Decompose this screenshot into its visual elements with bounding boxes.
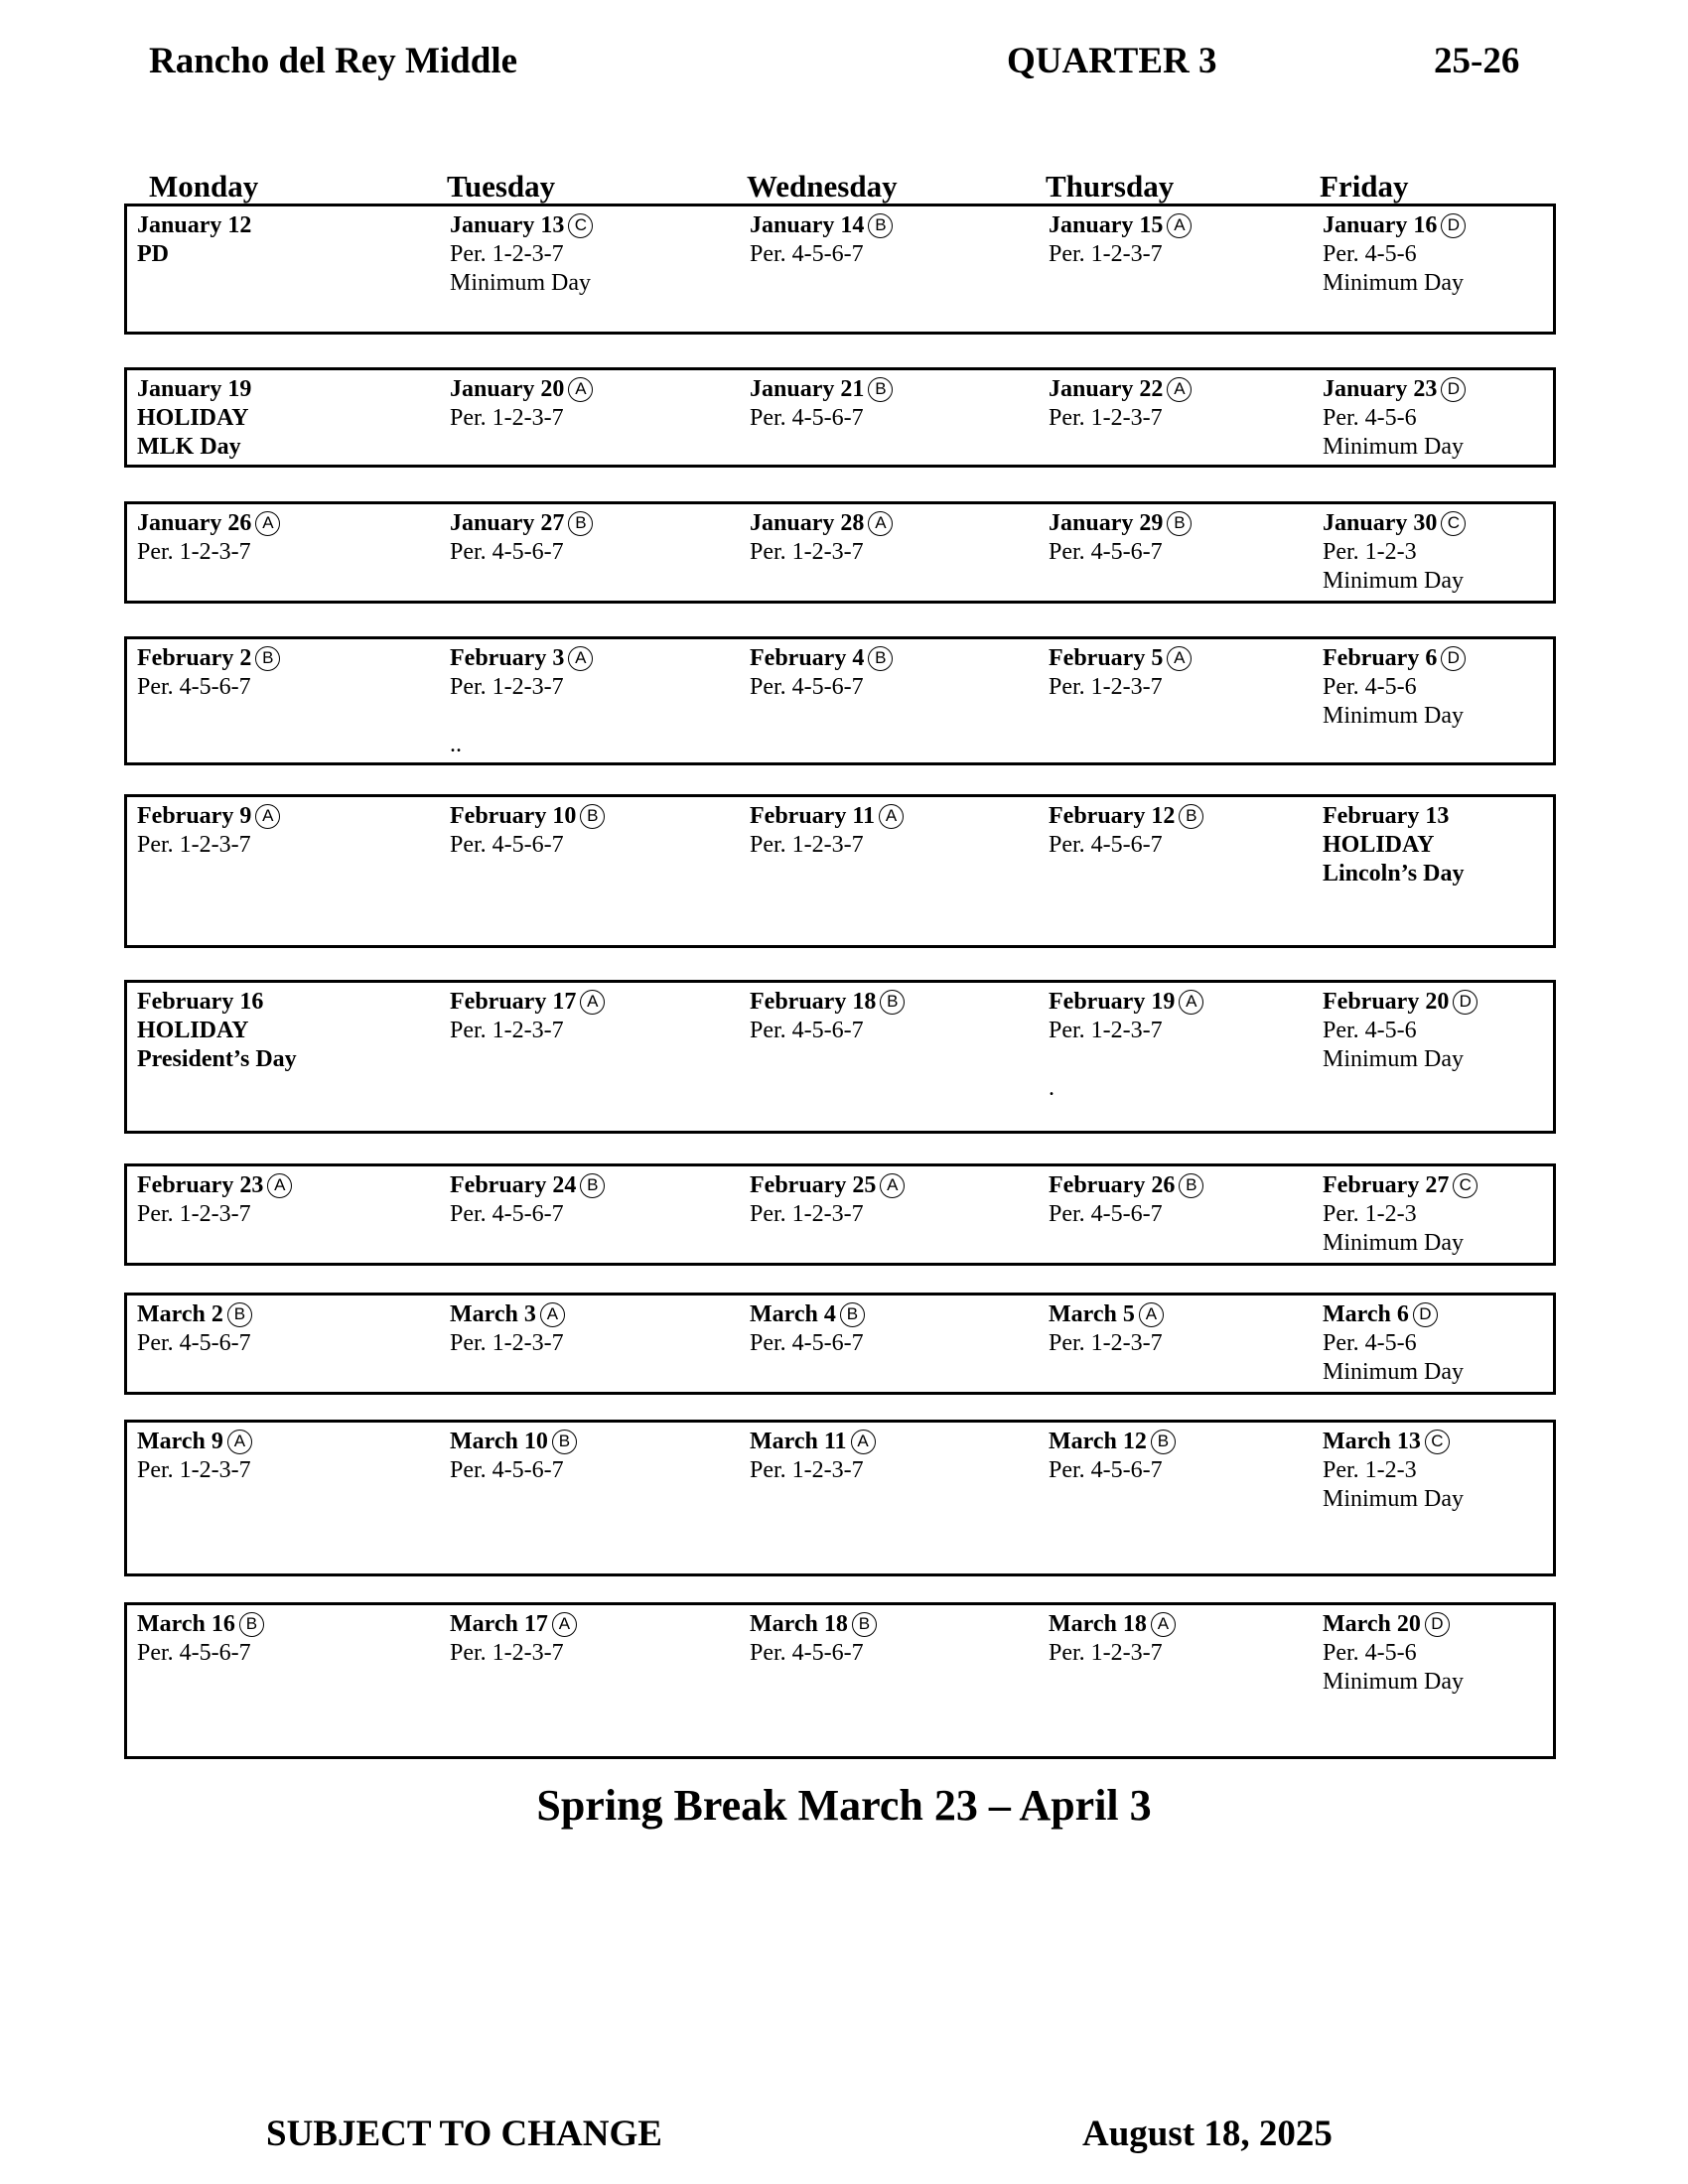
day-detail-line [450, 702, 593, 731]
day-detail-line: Lincoln’s Day [1323, 861, 1465, 887]
day-date: March 5 [1049, 1301, 1135, 1327]
schedule-letter-badge: B [868, 377, 893, 402]
day-date: January 21 [750, 376, 865, 402]
schedule-letter-badge: D [1441, 377, 1466, 402]
schedule-letter-badge: A [227, 1430, 252, 1454]
schedule-letter-badge: A [1167, 646, 1192, 671]
day-title [450, 508, 593, 538]
day-title [1049, 374, 1192, 404]
day-cell [450, 1609, 577, 1668]
day-date: January 15 [1049, 212, 1164, 238]
day-date: February 26 [1049, 1172, 1176, 1198]
schedule-letter-badge: B [880, 990, 905, 1015]
day-detail-line: Per. 1-2-3-7 [750, 1457, 864, 1483]
weekday-wednesday: Wednesday [747, 169, 898, 204]
day-cell [750, 210, 893, 269]
day-title [750, 1299, 865, 1329]
schedule-letter-badge: B [568, 511, 593, 536]
day-title [1049, 1299, 1164, 1329]
day-detail-line: HOLIDAY [1323, 832, 1435, 858]
day-date: January 12 [137, 212, 252, 238]
schedule-letter-badge: D [1413, 1302, 1438, 1327]
day-title [137, 1170, 292, 1200]
day-detail-line: Per. 4-5-6-7 [1049, 539, 1163, 565]
day-date: February 27 [1323, 1172, 1450, 1198]
day-date: February 11 [750, 803, 875, 829]
schedule-letter-badge: A [540, 1302, 565, 1327]
day-date: March 6 [1323, 1301, 1409, 1327]
day-detail-line: Per. 1-2-3-7 [137, 539, 251, 565]
schedule-letter-badge: A [1167, 213, 1192, 238]
schedule-letter-badge: B [868, 213, 893, 238]
day-title [1323, 1609, 1464, 1639]
day-title [750, 987, 905, 1017]
week-row [124, 1293, 1556, 1395]
schedule-letter-badge: A [1179, 990, 1203, 1015]
day-date: January 29 [1049, 510, 1164, 536]
schedule-letter-badge: A [879, 804, 904, 829]
day-cell [1049, 987, 1203, 1103]
day-cell [137, 210, 251, 269]
day-date: March 13 [1323, 1429, 1421, 1454]
day-detail-line: Per. 1-2-3-7 [450, 1018, 564, 1043]
day-date: February 16 [137, 989, 264, 1015]
day-cell [750, 1299, 865, 1358]
day-detail-line [1049, 1045, 1203, 1074]
day-cell [1323, 1299, 1464, 1387]
day-cell [137, 1427, 252, 1485]
day-detail-line: Per. 1-2-3-7 [750, 832, 864, 858]
day-detail-line: Per. 1-2-3-7 [1049, 1018, 1163, 1043]
day-date: March 11 [750, 1429, 847, 1454]
day-cell [750, 987, 905, 1045]
day-detail-line: Per. 1-2-3-7 [1049, 241, 1163, 267]
day-date: February 17 [450, 989, 577, 1015]
day-date: February 9 [137, 803, 252, 829]
day-cell [750, 508, 893, 567]
day-title [137, 508, 280, 538]
day-detail-line: Per. 1-2-3-7 [1049, 674, 1163, 700]
day-cell [1323, 1609, 1464, 1697]
day-cell [450, 210, 593, 298]
day-cell [1049, 643, 1192, 702]
day-detail-line: Per. 1-2-3-7 [1049, 405, 1163, 431]
day-date: January 28 [750, 510, 865, 536]
school-year: 25-26 [1434, 41, 1520, 81]
day-detail-line: Per. 4-5-6-7 [750, 1330, 864, 1356]
day-title [1323, 374, 1466, 404]
day-title [137, 374, 251, 404]
day-date: March 18 [1049, 1611, 1147, 1637]
day-detail-line: Per. 4-5-6-7 [1049, 1201, 1163, 1227]
week-row [124, 980, 1556, 1134]
quarter-title: QUARTER 3 [1007, 41, 1217, 81]
schedule-letter-badge: A [1151, 1612, 1176, 1637]
day-detail-line: . [1049, 1075, 1055, 1101]
day-detail-line: Per. 1-2-3-7 [450, 1330, 564, 1356]
day-date: March 4 [750, 1301, 836, 1327]
schedule-letter-badge: A [1139, 1302, 1164, 1327]
day-detail-line: Per. 4-5-6-7 [750, 1018, 864, 1043]
weekday-friday: Friday [1320, 169, 1409, 204]
schedule-letter-badge: D [1425, 1612, 1450, 1637]
day-detail-line: Per. 4-5-6-7 [750, 405, 864, 431]
schedule-letter-badge: B [840, 1302, 865, 1327]
day-title [137, 1299, 252, 1329]
day-date: January 19 [137, 376, 252, 402]
day-detail-line: .. [450, 732, 462, 757]
day-title [1323, 643, 1466, 673]
weekday-tuesday: Tuesday [447, 169, 556, 204]
day-detail-line: Per. 4-5-6 [1323, 1330, 1417, 1356]
day-cell [137, 374, 251, 462]
day-title [750, 1609, 877, 1639]
day-detail-line: Minimum Day [1323, 1669, 1464, 1695]
day-title [450, 1427, 577, 1456]
day-date: February 6 [1323, 645, 1438, 671]
day-cell [137, 508, 280, 567]
day-title [137, 801, 280, 831]
schedule-letter-badge: C [1441, 511, 1466, 536]
schedule-letter-badge: B [1179, 804, 1203, 829]
day-date: March 10 [450, 1429, 548, 1454]
day-cell [1049, 374, 1192, 433]
day-detail-line: Per. 4-5-6 [1323, 241, 1417, 267]
day-cell [1323, 643, 1466, 731]
day-cell [137, 1170, 292, 1229]
day-date: January 30 [1323, 510, 1438, 536]
day-detail-line: Minimum Day [1323, 1046, 1464, 1072]
day-title [450, 210, 593, 240]
day-date: February 5 [1049, 645, 1164, 671]
day-cell [1049, 801, 1203, 860]
day-detail-line: Per. 4-5-6-7 [1049, 1457, 1163, 1483]
day-cell [750, 643, 893, 702]
day-detail-line: Per. 1-2-3-7 [750, 1201, 864, 1227]
day-title [450, 643, 593, 673]
schedule-letter-badge: B [868, 646, 893, 671]
day-detail-line: Per. 4-5-6-7 [450, 539, 564, 565]
day-title [1323, 1427, 1464, 1456]
school-name: Rancho del Rey Middle [149, 41, 518, 81]
day-detail-line: Minimum Day [1323, 434, 1464, 460]
day-title [450, 1299, 565, 1329]
day-title [450, 987, 605, 1017]
day-date: February 12 [1049, 803, 1176, 829]
day-detail-line: Per. 4-5-6 [1323, 1640, 1417, 1666]
day-title [1049, 508, 1192, 538]
day-date: February 23 [137, 1172, 264, 1198]
day-detail-line: Per. 4-5-6-7 [137, 1330, 251, 1356]
day-detail-line: Per. 1-2-3-7 [137, 1201, 251, 1227]
week-row [124, 204, 1556, 335]
day-title [750, 643, 893, 673]
day-date: March 12 [1049, 1429, 1147, 1454]
day-cell [450, 374, 593, 433]
schedule-letter-badge: B [255, 646, 280, 671]
day-date: January 23 [1323, 376, 1438, 402]
schedule-letter-badge: C [568, 213, 593, 238]
spring-break-notice: Spring Break March 23 – April 3 [536, 1781, 1152, 1830]
schedule-letter-badge: B [580, 804, 605, 829]
day-title [1323, 210, 1466, 240]
day-cell [750, 1609, 877, 1668]
day-date: February 3 [450, 645, 565, 671]
day-title [137, 1609, 264, 1639]
schedule-letter-badge: D [1453, 990, 1477, 1015]
day-cell [137, 1609, 264, 1668]
day-detail-line: Per. 1-2-3-7 [450, 1640, 564, 1666]
day-date: January 22 [1049, 376, 1164, 402]
week-row [124, 367, 1556, 468]
schedule-letter-badge: B [1167, 511, 1192, 536]
day-detail-line: Per. 1-2-3 [1323, 1201, 1417, 1227]
schedule-letter-badge: A [267, 1173, 292, 1198]
day-date: February 19 [1049, 989, 1176, 1015]
day-cell [1323, 987, 1477, 1074]
schedule-letter-badge: A [552, 1612, 577, 1637]
day-cell [450, 1299, 565, 1358]
schedule-letter-badge: D [1441, 646, 1466, 671]
day-date: February 13 [1323, 803, 1450, 829]
schedule-letter-badge: B [239, 1612, 264, 1637]
day-detail-line: PD [137, 241, 169, 267]
week-row [124, 1163, 1556, 1266]
day-detail-line: Per. 1-2-3-7 [450, 405, 564, 431]
day-cell [750, 801, 904, 860]
day-title [750, 210, 893, 240]
day-date: January 27 [450, 510, 565, 536]
day-cell [137, 643, 280, 702]
day-title [750, 508, 893, 538]
schedule-letter-badge: B [552, 1430, 577, 1454]
day-cell [137, 801, 280, 860]
schedule-letter-badge: B [852, 1612, 877, 1637]
day-title [1323, 801, 1464, 831]
day-cell [450, 1427, 577, 1485]
day-detail-line: Minimum Day [450, 270, 591, 296]
schedule-letter-badge: A [880, 1173, 905, 1198]
day-cell [1323, 1427, 1464, 1514]
week-row [124, 1602, 1556, 1759]
day-cell [1323, 374, 1466, 462]
day-detail-line: Minimum Day [1323, 568, 1464, 594]
day-title [1049, 643, 1192, 673]
day-detail-line: Minimum Day [1323, 270, 1464, 296]
day-detail-line: Per. 4-5-6-7 [137, 674, 251, 700]
day-detail-line: HOLIDAY [137, 405, 249, 431]
day-cell [450, 801, 605, 860]
day-detail-line: Per. 4-5-6-7 [450, 1457, 564, 1483]
day-cell [137, 987, 297, 1074]
schedule-letter-badge: A [568, 377, 593, 402]
day-detail-line: Per. 1-2-3-7 [137, 1457, 251, 1483]
day-detail-line: Per. 1-2-3-7 [1049, 1330, 1163, 1356]
week-row [124, 636, 1556, 765]
day-title [1323, 508, 1466, 538]
weekday-thursday: Thursday [1046, 169, 1175, 204]
day-cell [1323, 210, 1466, 298]
schedule-letter-badge: A [851, 1430, 876, 1454]
schedule-letter-badge: A [580, 990, 605, 1015]
day-cell [1049, 508, 1192, 567]
day-title [450, 1170, 605, 1200]
day-date: January 26 [137, 510, 252, 536]
day-detail-line: President’s Day [137, 1046, 297, 1072]
day-title [1049, 987, 1203, 1017]
day-date: February 25 [750, 1172, 877, 1198]
day-date: February 4 [750, 645, 865, 671]
day-detail-line: Per. 4-5-6-7 [450, 832, 564, 858]
schedule-letter-badge: A [255, 804, 280, 829]
day-cell [1049, 1609, 1176, 1668]
schedule-letter-badge: A [255, 511, 280, 536]
day-detail-line: Minimum Day [1323, 1486, 1464, 1512]
day-detail-line: Per. 4-5-6 [1323, 405, 1417, 431]
schedule-letter-badge: B [227, 1302, 252, 1327]
day-title [1049, 1170, 1203, 1200]
day-date: January 20 [450, 376, 565, 402]
day-title [750, 801, 904, 831]
subject-to-change-note: SUBJECT TO CHANGE [266, 2114, 662, 2154]
day-date: February 24 [450, 1172, 577, 1198]
day-date: February 2 [137, 645, 252, 671]
week-row [124, 501, 1556, 604]
day-cell [750, 374, 893, 433]
day-detail-line: Per. 1-2-3-7 [750, 539, 864, 565]
schedule-letter-badge: A [1167, 377, 1192, 402]
day-cell [750, 1170, 905, 1229]
day-detail-line: MLK Day [137, 434, 241, 460]
day-date: March 3 [450, 1301, 536, 1327]
day-detail-line: Per. 4-5-6 [1323, 1018, 1417, 1043]
day-detail-line: Minimum Day [1323, 1359, 1464, 1385]
day-cell [450, 987, 605, 1045]
day-detail-line: Per. 1-2-3 [1323, 1457, 1417, 1483]
day-date: February 18 [750, 989, 877, 1015]
weekday-header-row [0, 169, 1688, 208]
day-detail-line: Minimum Day [1323, 703, 1464, 729]
day-cell [1049, 1299, 1164, 1358]
day-date: March 16 [137, 1611, 235, 1637]
day-detail-line: Per. 4-5-6-7 [137, 1640, 251, 1666]
day-title [1049, 1427, 1176, 1456]
day-date: January 14 [750, 212, 865, 238]
day-cell [1049, 210, 1192, 269]
day-detail-line: Per. 1-2-3-7 [137, 832, 251, 858]
day-title [1049, 210, 1192, 240]
day-detail-line: Per. 4-5-6-7 [450, 1201, 564, 1227]
day-detail-line: Per. 4-5-6-7 [750, 241, 864, 267]
revision-date: August 18, 2025 [1082, 2114, 1333, 2154]
schedule-letter-badge: B [1151, 1430, 1176, 1454]
day-detail-line: Per. 1-2-3-7 [450, 241, 564, 267]
day-date: January 13 [450, 212, 565, 238]
day-date: January 16 [1323, 212, 1438, 238]
day-cell [1323, 1170, 1477, 1258]
day-date: February 10 [450, 803, 577, 829]
day-cell [1323, 508, 1466, 596]
day-date: March 9 [137, 1429, 223, 1454]
day-cell [1323, 801, 1464, 888]
schedule-letter-badge: B [1179, 1173, 1203, 1198]
day-cell [137, 1299, 252, 1358]
week-row [124, 794, 1556, 948]
day-title [750, 1170, 905, 1200]
week-row [124, 1420, 1556, 1576]
day-title [1323, 987, 1477, 1017]
day-detail-line: Per. 4-5-6 [1323, 674, 1417, 700]
day-title [450, 801, 605, 831]
day-detail-line: Per. 4-5-6-7 [1049, 832, 1163, 858]
day-date: February 20 [1323, 989, 1450, 1015]
day-date: March 18 [750, 1611, 848, 1637]
day-title [1323, 1299, 1464, 1329]
day-title [750, 1427, 876, 1456]
day-detail-line: Per. 4-5-6-7 [750, 1640, 864, 1666]
day-title [450, 1609, 577, 1639]
day-detail-line: Per. 1-2-3-7 [450, 674, 564, 700]
day-title [137, 210, 251, 240]
schedule-letter-badge: A [868, 511, 893, 536]
day-cell [1049, 1427, 1176, 1485]
day-date: March 20 [1323, 1611, 1421, 1637]
day-title [137, 643, 280, 673]
day-cell [750, 1427, 876, 1485]
day-detail-line: Per. 4-5-6-7 [750, 674, 864, 700]
schedule-letter-badge: B [580, 1173, 605, 1198]
day-date: March 2 [137, 1301, 223, 1327]
day-cell [1049, 1170, 1203, 1229]
day-detail-line: Per. 1-2-3 [1323, 539, 1417, 565]
day-title [1049, 1609, 1176, 1639]
day-cell [450, 1170, 605, 1229]
day-title [450, 374, 593, 404]
day-cell [450, 508, 593, 567]
day-title [1323, 1170, 1477, 1200]
day-title [137, 1427, 252, 1456]
schedule-letter-badge: D [1441, 213, 1466, 238]
schedule-letter-badge: C [1425, 1430, 1450, 1454]
day-cell [450, 643, 593, 759]
day-title [750, 374, 893, 404]
weekday-monday: Monday [149, 169, 259, 204]
day-detail-line: HOLIDAY [137, 1018, 249, 1043]
schedule-letter-badge: C [1453, 1173, 1477, 1198]
day-detail-line: Per. 1-2-3-7 [1049, 1640, 1163, 1666]
day-detail-line: Minimum Day [1323, 1230, 1464, 1256]
day-title [137, 987, 297, 1017]
schedule-letter-badge: A [568, 646, 593, 671]
day-title [1049, 801, 1203, 831]
day-date: March 17 [450, 1611, 548, 1637]
